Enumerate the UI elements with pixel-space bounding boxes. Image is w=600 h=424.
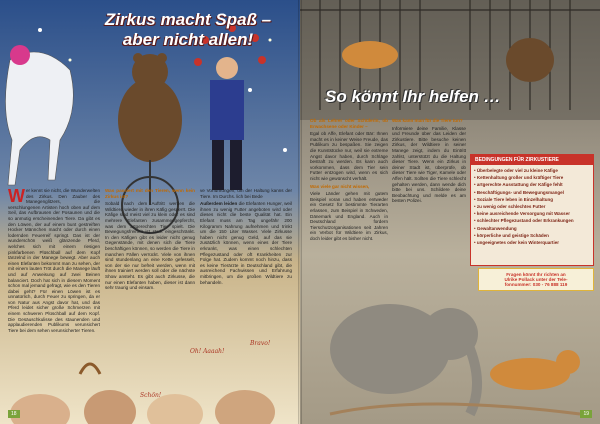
left-column-1: [8, 188, 100, 335]
conditions-list: [471, 167, 593, 246]
conditions-list-item: • Beschäftigungs- und Bewegungsmangel: [474, 189, 564, 195]
section-text: Informiere deine Familie, Klasse und Freunde über das Leiden der Zirkustiere. Bitte besuche keinen Zirkus, der Wildtiere in seiner Manege zeigt, indem du Eintritt zahlst, unterstützt du die Haltung dieser Tiere. Wenn ein Zirkus in deiner Stadt ist, überprüfe, ob dieser Tiere wie Tiger, Kamele oder Affen hält. Sollten die Tiere schlecht gehalten werden, dann wende dich bitte bei uns. Schildere deine Beobachtung und melde es am besten Polizei.: [392, 125, 466, 204]
section-heading-2: Was viele gar nicht wissen,: [310, 183, 370, 189]
column-text: die Elefanten Hunger, weil ihnen zu wenig Futter angeboten wird oder dieses nicht die beste Qualität hat. Ein Elefant muss am Tag ungefähr 200 Kilogramm Nahrung aufnehmen und trinkt um die 150 Liter Wasser. Viele Zirkusse haben nicht genug Geld, auf das sie zusätzlich können, wenn eines der Tiere erkrankt, was einen schlechten Pflegezustand oder oft Krankheiten zur Folge hat. Zudem kommt noch hinzu, dass es keine Tierärzte in Deutschland gibt, die ausreichend Fachwissen und Erfahrung mitbringen, um die großen Wildtiere zu behandeln.: [200, 201, 292, 285]
section-heading: Was kann man für die Tiere tun?: [392, 118, 463, 123]
conditions-list-item: • Soziale Tiere leben in Einzelhaltung: [474, 196, 554, 202]
left-column-2: [105, 188, 195, 293]
right-page: [300, 0, 600, 424]
section-heading: Ob als Lehrer oder Schülerin, ob Erwachsene oder Kinder –: [310, 118, 388, 129]
conditions-box-title: BEDINGUNGEN FÜR ZIRKUSTIERE: [471, 155, 593, 165]
conditions-box: [470, 154, 594, 266]
conditions-list-item: • körperliche und geistige Schäden: [474, 232, 549, 238]
section-text: Sobald nach dem Auftritt werden die Wildtiere wieder in ihren Käfig gesperrt. Die Käfige sind meist viel zu klein oder es sind mehrere Elefanten zusammengepfercht, was dem artgerechten Tier spielt. Die Bewegungsfreiheit ist stark eingeschränkt. In den Käfigen gibt es leider nicht genug Gegenstände, mit denen sich die Tiere beschäftigen können, so werden die Tiere in manchen Fällen verrückt. Viele von ihnen sind stundenlang an eine Kette gefesselt, von der sie nur befreit werden, wenn mit ihnen trainiert werden soll oder die nächste Show ansteht. Es gibt auch Zirkusse, die nur einen Elefanten haben, dieser ist dann sehr traurig und einsam.: [105, 201, 195, 291]
left-column-3: [200, 188, 292, 287]
conditions-list-item: • Gewaltanwendung: [474, 225, 517, 231]
audience-illustration: [0, 344, 300, 424]
audience-shout-1: Oh! Aaaah!: [190, 348, 225, 355]
drop-cap: W: [8, 186, 25, 206]
contact-box: [478, 268, 594, 291]
intro-text: er kennt sie nicht, die Wunderwelten des Zirkus. Den Zauber des Manegenglitzers, die verschlungenen Artisten hoch oben auf dem Seil, das Aufbrausen der Posaunen und die so anmutig erscheinenden Tiere. Da gibt es den Löwen, der auf einem bunt gestreiften Hocker Männchen macht oder durch einen lodernden Feuerreif springt. Das ist der wunderschön weiß glänzende Pferd, welches sich mit einem riesigen pinkfarbenen Plüschball auf dem Kopf tänzelnd in der Manege bewegt. Aber auch einen Elefanten bekommt man zu sehen, der mit einem lauten Tröt durch die Manege läuft und auf Anweisung auf zwei Beinen balanciert. Doch hat sich in diesem Moment schon mal jemand gefragt, wie es den Tieren dabei geht? Für einen Löwen ist es unnatürlich, durch Feuer zu springen, da er von Natur aus Angst davor hat, und das Pferd leidet sicher große Schmerzen mit einem schweren Plüschball auf dem Kopf. Die Gesäuschkulisse des staunenden und applaudierenden Publikums verunsichert Tiere bei dem sehen verunsicherter Tieren.: [8, 188, 100, 333]
inline-heading: Außerdem leiden: [200, 201, 238, 207]
audience-shout-3: Schön!: [140, 392, 162, 399]
conditions-list-item: • zu wenig oder schlechtes Futter: [474, 204, 546, 210]
page-title-right: So könnt Ihr helfen …: [325, 87, 501, 106]
conditions-list-item: • artgerechte Ausstattung der Käfige fehlt: [474, 182, 563, 188]
page-title-left: [88, 10, 288, 50]
section-text-2: Viele Länder gehen mit gutem Beispiel voran und haben entweder ein Gesetz für bestimmte Tierarten erlassen, zum Beispiel in Schweden, Dänemark und England. Auch in Deutschland fordern Tierschutzorganisationen seit Jahren ein Verbot für Wildtiere im Zirkus, doch leider gibt es bisher nicht.: [310, 191, 388, 241]
column-top-text: ve Vorführungen, um der Haltung kanns der Tiere. Im Durchs. lich bei Bede: [200, 188, 292, 199]
page-gutter: [298, 0, 302, 424]
conditions-list-item: • keine ausreichende Versorgung mit Wasser: [474, 211, 570, 217]
section-text: Egal ob Affe, Elefant oder Bär: Ihnen macht es in keiner Weise Freude, das Publikum zu bespaßen. Sie zeigen die Kunststücke nur, weil sie extreme Angst davor haben, durch Schläge bestraft zu werden. Es kann auch vorkommen, dass dem Tier sein Futter entzogen wird, wenn es sich nicht wie gewünscht verhält.: [310, 131, 388, 181]
page-number-left: 18: [8, 410, 20, 418]
contact-line: Ulrike Pollack unter der Tele-: [504, 277, 568, 282]
audience-shout-2: Bravo!: [250, 340, 271, 347]
title-line-1: Zirkus macht Spaß –: [104, 10, 272, 29]
conditions-list-item: • Überbelegte oder viel zu kleine Käfige: [474, 168, 558, 173]
page-number-right: 19: [580, 410, 592, 418]
conditions-list-item: • Kettenhaltung großer und kräftiger Tiere: [474, 175, 564, 181]
right-column-2: [392, 118, 466, 206]
title-line-2: aber nicht allen!: [122, 30, 254, 49]
contact-line: Fragen könnt Ihr richten an: [506, 272, 566, 277]
conditions-list-item: • schlechter Pflegezustand oder Erkrankungen: [474, 218, 574, 224]
conditions-list-item: • ungeeignetes oder kein Winterquartier: [474, 240, 560, 246]
right-column-1: [310, 118, 388, 243]
contact-phone: fonnummer: 030 - 76 888 119: [504, 282, 568, 287]
section-heading: Was passiert mit den Tieren, wenn kein Zirkus ist?: [105, 188, 195, 199]
